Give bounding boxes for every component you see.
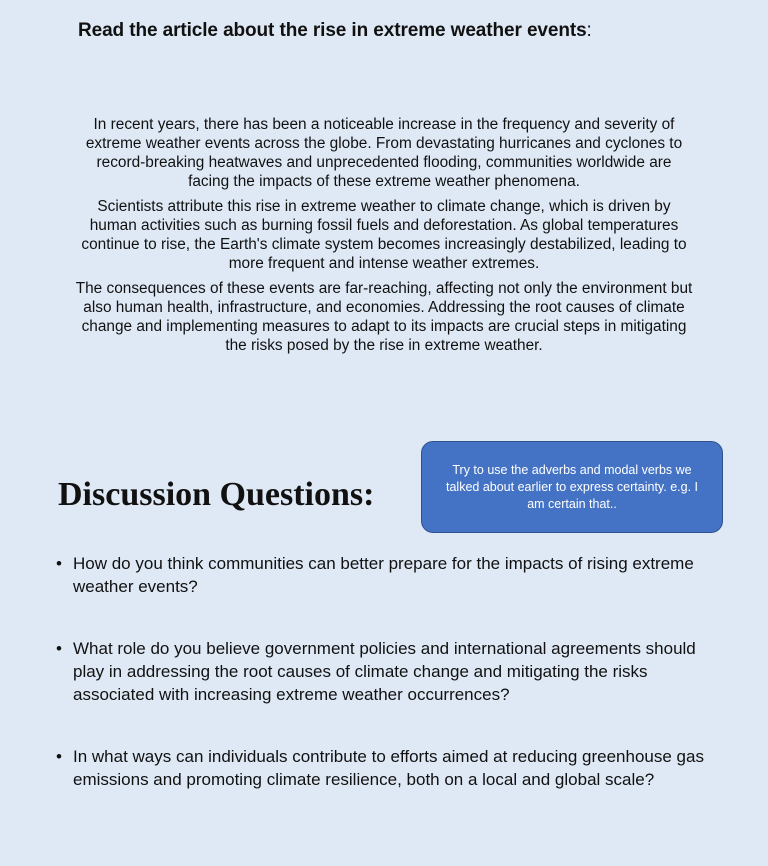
discussion-question-3 [56,745,716,791]
discussion-question-list [56,552,716,791]
discussion-question-1 [56,552,716,598]
article-heading-colon: : [586,20,592,41]
bullet-icon: • [56,554,62,573]
discussion-question-2 [56,637,716,706]
article-body [74,115,694,361]
discussion-title: Discussion Questions: [58,476,375,513]
article-heading-text: Read the article about the rise in extreme weather events [78,20,587,41]
article-heading [78,20,592,42]
article-paragraph-2: Scientists attribute this rise in extreme weather to climate change, which is driven by human activities such as burning fossil fuels and deforestation. As global temperatures continue to rise, the Earth's climate system becomes increasingly destabilized, leading to more frequent and intense weather extremes. [81,198,687,272]
bullet-icon: • [56,639,62,658]
article-paragraph-1: In recent years, there has been a noticeable increase in the frequency and severity of extreme weather events across the globe. From devastating hurricanes and cyclones to record-breaking heatwaves and unprecedented flooding, communities worldwide are facing the impacts of these extreme weather phenomena. [85,116,683,190]
tip-callout-text: Try to use the adverbs and modal verbs we talked about earlier to express certainty. e.g. I am certain that.. [446,462,698,511]
question-text: In what ways can individuals contribute to efforts aimed at reducing greenhouse gas emissions and promoting climate resilience, both on a local and global scale? [73,747,704,789]
bullet-icon: • [56,747,62,766]
tip-callout [421,441,723,533]
question-text: What role do you believe government policies and international agreements should play in addressing the root causes of climate change and mitigating the risks associated with increasing extreme weather occurrences? [73,639,696,704]
question-text: How do you think communities can better prepare for the impacts of rising extreme weather events? [73,554,694,596]
article-paragraph-3: The consequences of these events are far-reaching, affecting not only the environment but also human health, infrastructure, and economies. Addressing the root causes of climate change and implementing measures to adapt to its impacts are crucial steps in mitigating the risks posed by the rise in extreme weather. [75,280,693,354]
